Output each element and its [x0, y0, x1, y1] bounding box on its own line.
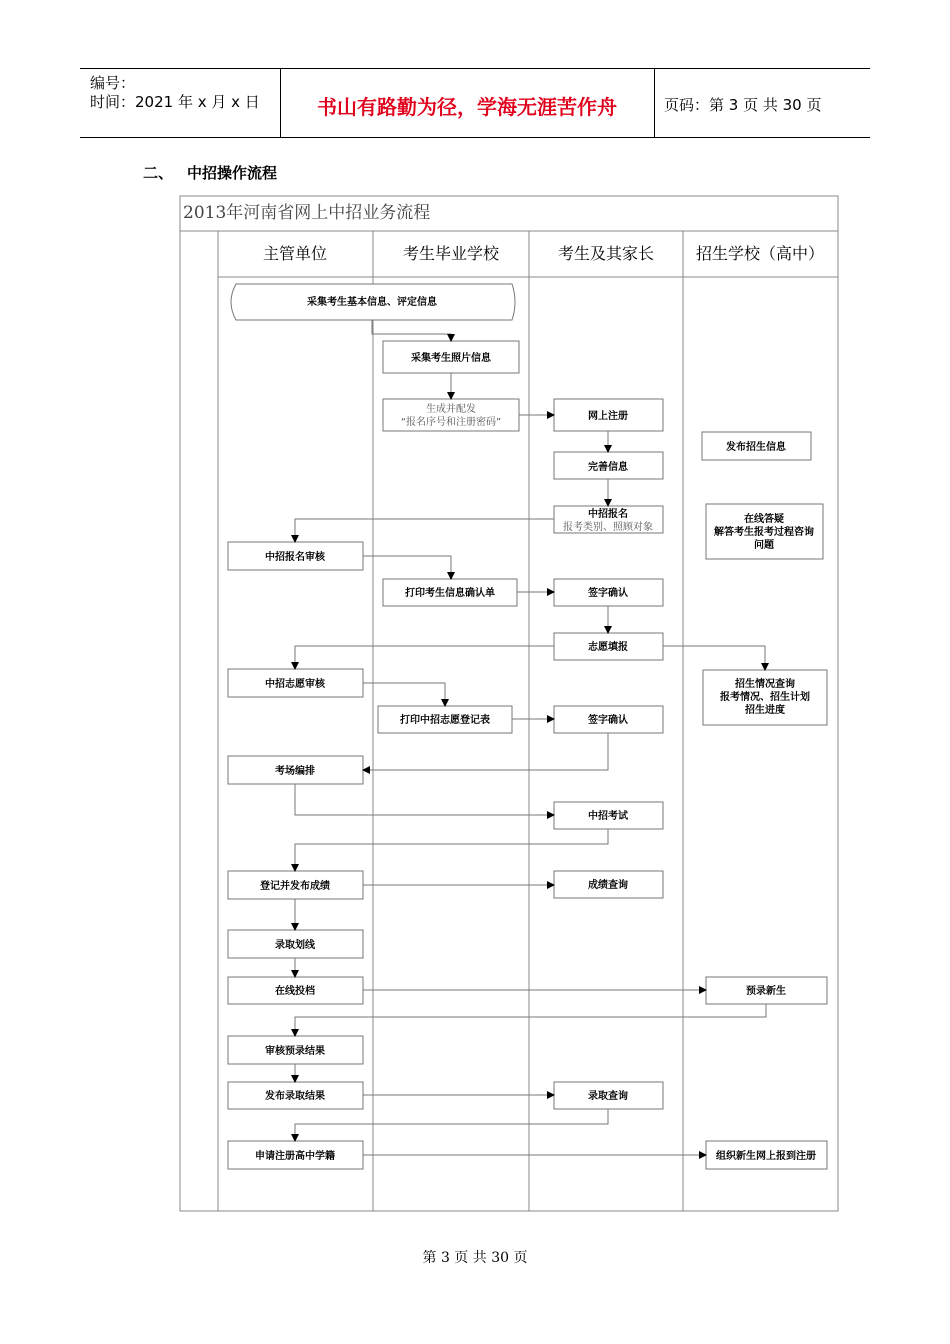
- step-label: 发布招生信息: [726, 442, 786, 453]
- time-label: 时间：2021 年 x 月 x 日: [90, 93, 260, 111]
- page-footer: 第 3 页 共 30 页: [422, 1250, 528, 1266]
- lane-header-student-parent: 考生及其家长: [557, 244, 655, 263]
- step-label: 打印考生信息确认单: [405, 588, 495, 599]
- flowchart-title: 2013年河南省网上中招业务流程: [183, 203, 431, 223]
- step-label: 解答考生报考过程咨询: [714, 527, 814, 538]
- step-label: 招生进度: [745, 705, 785, 716]
- step-label: 报考情况、招生计划: [720, 692, 810, 703]
- step-label: 中招志愿审核: [265, 679, 325, 690]
- section-title: 中招操作流程: [187, 164, 278, 182]
- step-label: 招生情况查询: [735, 679, 795, 690]
- step-label: 采集考生照片信息: [411, 353, 491, 364]
- lane-header-authority: 主管单位: [262, 244, 328, 263]
- step-label: 志愿填报: [588, 642, 628, 653]
- step-label: 报考类别、照顾对象: [563, 522, 653, 533]
- header-page-info: 页码：第 3 页 共 30 页: [664, 96, 822, 114]
- number-label: 编号：: [90, 74, 136, 92]
- step-label: 采集考生基本信息、评定信息: [307, 297, 437, 308]
- step-label: 预录新生: [746, 986, 786, 997]
- step-label: 在线答疑: [744, 514, 784, 525]
- step-label: 登记并发布成绩: [260, 881, 330, 892]
- step-label: 发布录取结果: [265, 1091, 325, 1102]
- section-number: 二、: [143, 164, 174, 182]
- step-label: 考场编排: [275, 766, 315, 777]
- step-label: 中招报名审核: [265, 552, 325, 563]
- step-label: 生成并配发: [426, 404, 476, 415]
- step-label: 打印中招志愿登记表: [400, 715, 490, 726]
- step-label: 在线投档: [275, 986, 315, 997]
- step-label: 问题: [754, 540, 774, 551]
- step-label: 中招报名: [588, 509, 628, 520]
- header-motto: 书山有路勤为径，学海无涯苦作舟: [317, 95, 617, 119]
- step-label: 组织新生网上报到注册: [716, 1151, 816, 1162]
- step-label: 签字确认: [588, 588, 628, 599]
- lane-header-graduate-school: 考生毕业学校: [402, 244, 500, 263]
- step-label: 成绩查询: [588, 880, 628, 891]
- step-label: 完善信息: [588, 462, 628, 473]
- step-label: 签字确认: [588, 715, 628, 726]
- step-label: 录取查询: [588, 1091, 628, 1102]
- step-label: “报名序号和注册密码”: [400, 417, 502, 428]
- step-label: 网上注册: [588, 411, 628, 422]
- step-label: 审核预录结果: [265, 1046, 325, 1057]
- step-label: 录取划线: [275, 940, 315, 951]
- step-label: 中招考试: [588, 811, 628, 822]
- step-label: 申请注册高中学籍: [255, 1151, 335, 1162]
- lane-header-enroll-school: 招生学校（高中）: [695, 244, 825, 263]
